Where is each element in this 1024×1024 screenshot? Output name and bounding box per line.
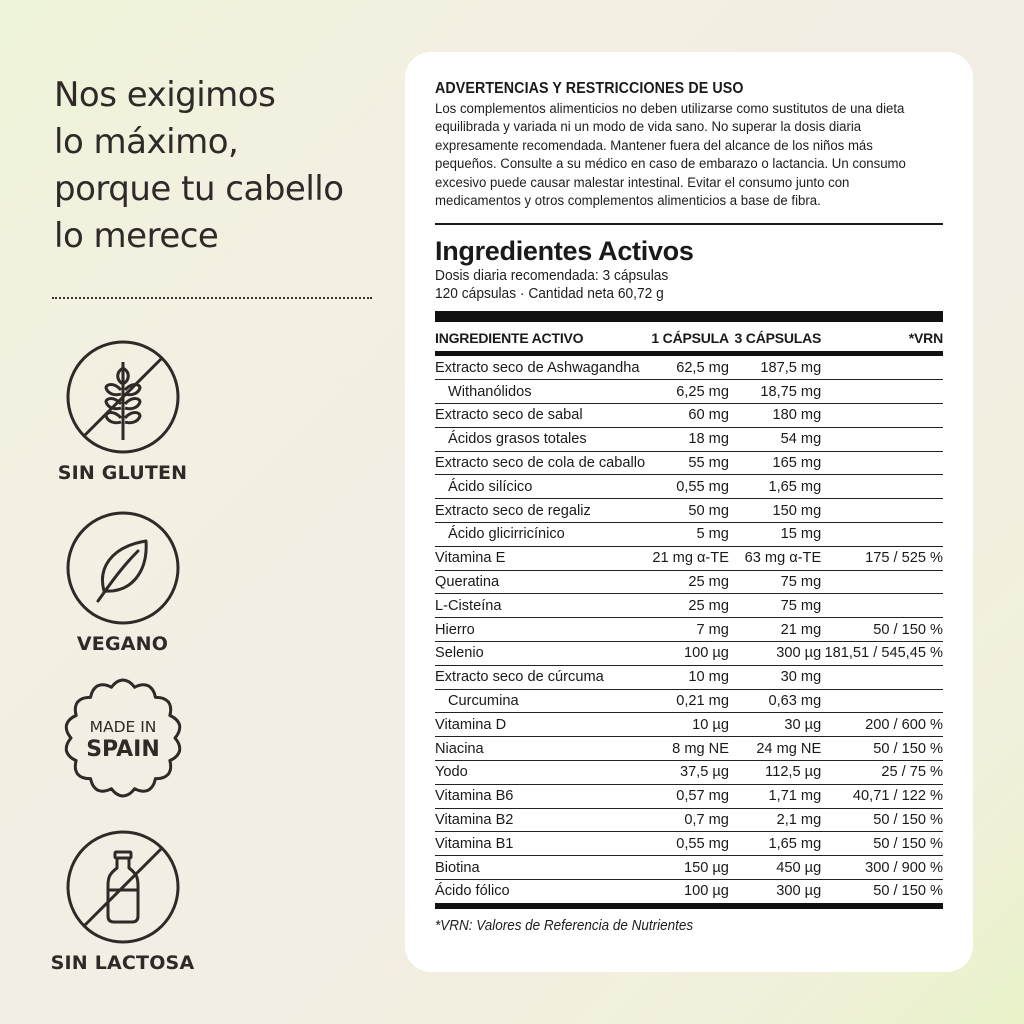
vrn-value: [821, 427, 943, 451]
ingredient-name: Ácido fólico: [435, 879, 645, 905]
vrn-value: 300 / 900 %: [821, 856, 943, 880]
amount-3-capsulas: 30 mg: [729, 665, 821, 689]
headline-line: porque tu cabello: [54, 169, 344, 209]
ingredient-name: Extracto seco de sabal: [435, 404, 645, 428]
vrn-value: [821, 594, 943, 618]
vrn-value: [821, 451, 943, 475]
warnings-title: ADVERTENCIAS Y RESTRICCIONES DE USO: [435, 80, 744, 97]
ingredient-name: Niacina: [435, 737, 645, 761]
amount-3-capsulas: 15 mg: [729, 523, 821, 547]
vrn-value: [821, 354, 943, 380]
amount-3-capsulas: 1,65 mg: [729, 832, 821, 856]
amount-1-capsula: 150 µg: [645, 856, 729, 880]
ingredient-name: Ácido silícico: [435, 475, 645, 499]
table-row: [435, 832, 943, 856]
amount-3-capsulas: 180 mg: [729, 404, 821, 428]
amount-1-capsula: 50 mg: [645, 499, 729, 523]
amount-3-capsulas: 300 µg: [729, 879, 821, 905]
table-row: [435, 713, 943, 737]
amount-1-capsula: 10 µg: [645, 713, 729, 737]
table-row: [435, 737, 943, 761]
ingredient-name: Vitamina E: [435, 546, 645, 570]
ingredient-name: Extracto seco de Ashwagandha: [435, 354, 645, 380]
amount-1-capsula: 0,57 mg: [645, 784, 729, 808]
vrn-value: 50 / 150 %: [821, 737, 943, 761]
milk-bottle-crossed-icon: [64, 828, 182, 946]
ingredient-name: Curcumina: [435, 689, 645, 713]
badge-sin-gluten: [40, 338, 205, 484]
amount-3-capsulas: 2,1 mg: [729, 808, 821, 832]
amount-1-capsula: 62,5 mg: [645, 354, 729, 380]
warnings-line: expresamente recomendada. Mantener fuera del alcance de los niños más: [435, 137, 873, 154]
vrn-value: 50 / 150 %: [821, 808, 943, 832]
ingredient-name: Ácidos grasos totales: [435, 427, 645, 451]
net-quantity-text: 120 cápsulas · Cantidad neta 60,72 g: [435, 286, 664, 303]
ingredients-table: [435, 324, 943, 908]
table-row: [435, 354, 943, 380]
amount-1-capsula: 100 µg: [645, 879, 729, 905]
amount-1-capsula: 60 mg: [645, 404, 729, 428]
warnings-line: equilibrada y variada ni un modo de vida sano. No superar la dosis diaria: [435, 119, 862, 136]
amount-1-capsula: 0,55 mg: [645, 832, 729, 856]
amount-3-capsulas: 0,63 mg: [729, 689, 821, 713]
amount-3-capsulas: 24 mg NE: [729, 737, 821, 761]
amount-1-capsula: 25 mg: [645, 594, 729, 618]
ingredients-title: Ingredientes Activos: [435, 236, 694, 267]
ingredients-table-body: [435, 354, 943, 906]
amount-1-capsula: 7 mg: [645, 618, 729, 642]
table-row: [435, 451, 943, 475]
table-row: [435, 784, 943, 808]
amount-3-capsulas: 75 mg: [729, 594, 821, 618]
table-row: [435, 499, 943, 523]
vrn-value: [821, 689, 943, 713]
badge-made-in-spain: [40, 676, 205, 800]
vrn-value: 50 / 150 %: [821, 832, 943, 856]
thick-rule: [435, 311, 943, 322]
amount-1-capsula: 0,55 mg: [645, 475, 729, 499]
vrn-value: 50 / 150 %: [821, 879, 943, 905]
table-header-row: [435, 324, 943, 354]
ingredient-name: Extracto seco de cúrcuma: [435, 665, 645, 689]
amount-1-capsula: 55 mg: [645, 451, 729, 475]
wheat-crossed-icon: [64, 338, 182, 456]
made-in-spain-seal-icon: [61, 676, 185, 800]
amount-1-capsula: 10 mg: [645, 665, 729, 689]
amount-1-capsula: 100 µg: [645, 642, 729, 666]
badge-sin-lactosa: [40, 828, 205, 974]
ingredient-name: L-Cisteína: [435, 594, 645, 618]
ingredient-name: Extracto seco de regaliz: [435, 499, 645, 523]
vrn-value: [821, 570, 943, 594]
amount-3-capsulas: 1,65 mg: [729, 475, 821, 499]
vrn-value: 40,71 / 122 %: [821, 784, 943, 808]
table-row: [435, 760, 943, 784]
badge-label: VEGANO: [76, 633, 169, 655]
table-row: [435, 642, 943, 666]
table-row: [435, 523, 943, 547]
amount-3-capsulas: 30 µg: [729, 713, 821, 737]
ingredient-name: Vitamina B2: [435, 808, 645, 832]
warnings-line: excesivo puede causar malestar intestinal. Evitar el consumo junto con: [435, 174, 850, 191]
amount-1-capsula: 21 mg α-TE: [645, 546, 729, 570]
ingredient-name: Queratina: [435, 570, 645, 594]
amount-3-capsulas: 112,5 µg: [729, 760, 821, 784]
amount-1-capsula: 0,7 mg: [645, 808, 729, 832]
ingredient-name: Vitamina B6: [435, 784, 645, 808]
amount-1-capsula: 0,21 mg: [645, 689, 729, 713]
headline-line: lo máximo,: [54, 122, 239, 162]
amount-1-capsula: 18 mg: [645, 427, 729, 451]
vrn-value: [821, 475, 943, 499]
warnings-text: [435, 100, 942, 210]
table-row: [435, 618, 943, 642]
table-row: [435, 594, 943, 618]
header-vrn: *VRN: [821, 324, 943, 354]
amount-3-capsulas: 54 mg: [729, 427, 821, 451]
amount-3-capsulas: 75 mg: [729, 570, 821, 594]
ingredient-name: Vitamina D: [435, 713, 645, 737]
table-row: [435, 427, 943, 451]
table-row: [435, 808, 943, 832]
vrn-value: 181,51 / 545,45 %: [821, 642, 943, 666]
amount-3-capsulas: 450 µg: [729, 856, 821, 880]
table-row: [435, 570, 943, 594]
ingredient-name: Biotina: [435, 856, 645, 880]
badge-label: SIN GLUTEN: [57, 462, 188, 484]
leaf-icon: [64, 509, 182, 627]
table-row: [435, 665, 943, 689]
ingredient-name: Yodo: [435, 760, 645, 784]
vrn-value: [821, 380, 943, 404]
vrn-value: [821, 665, 943, 689]
amount-3-capsulas: 18,75 mg: [729, 380, 821, 404]
amount-1-capsula: 25 mg: [645, 570, 729, 594]
divider: [435, 223, 943, 225]
amount-1-capsula: 8 mg NE: [645, 737, 729, 761]
ingredient-name: Ácido glicirricínico: [435, 523, 645, 547]
amount-3-capsulas: 187,5 mg: [729, 354, 821, 380]
warnings-line: pequeños. Consulte a su médico en caso de embarazo o lactancia. Un consumo: [435, 156, 906, 173]
seal-text-top: MADE IN: [89, 718, 156, 736]
amount-1-capsula: 37,5 µg: [645, 760, 729, 784]
vrn-value: [821, 404, 943, 428]
header-1-capsula: 1 CÁPSULA: [645, 324, 729, 354]
headline-line: Nos exigimos: [54, 75, 276, 115]
ingredient-name: Vitamina B1: [435, 832, 645, 856]
ingredient-name: Withanólidos: [435, 380, 645, 404]
vrn-value: [821, 499, 943, 523]
table-row: [435, 879, 943, 905]
amount-1-capsula: 6,25 mg: [645, 380, 729, 404]
vrn-value: 200 / 600 %: [821, 713, 943, 737]
ingredient-name: Hierro: [435, 618, 645, 642]
dose-text: Dosis diaria recomendada: 3 cápsulas: [435, 268, 669, 285]
ingredient-name: Selenio: [435, 642, 645, 666]
supplement-facts-card: [405, 52, 973, 972]
amount-1-capsula: 5 mg: [645, 523, 729, 547]
warnings-line: medicamentos y otros complementos alimenticios a base de fibra.: [435, 193, 821, 210]
table-row: [435, 856, 943, 880]
vrn-value: [821, 523, 943, 547]
headline: [54, 72, 394, 260]
table-row: [435, 380, 943, 404]
header-3-capsulas: 3 CÁPSULAS: [729, 324, 821, 354]
vrn-value: 25 / 75 %: [821, 760, 943, 784]
header-ingredient: INGREDIENTE ACTIVO: [435, 324, 645, 354]
amount-3-capsulas: 21 mg: [729, 618, 821, 642]
badge-label: SIN LACTOSA: [50, 952, 195, 974]
amount-3-capsulas: 63 mg α-TE: [729, 546, 821, 570]
amount-3-capsulas: 150 mg: [729, 499, 821, 523]
vrn-footnote: *VRN: Valores de Referencia de Nutrientes: [435, 917, 694, 934]
vrn-value: 175 / 525 %: [821, 546, 943, 570]
dotted-divider: [52, 297, 372, 299]
warnings-line: Los complementos alimenticios no deben utilizarse como sustitutos de una dieta: [435, 101, 905, 117]
table-row: [435, 546, 943, 570]
amount-3-capsulas: 165 mg: [729, 451, 821, 475]
vrn-value: 50 / 150 %: [821, 618, 943, 642]
ingredient-name: Extracto seco de cola de caballo: [435, 451, 645, 475]
badge-vegano: [40, 509, 205, 655]
seal-text-bottom: SPAIN: [85, 737, 160, 762]
table-row: [435, 689, 943, 713]
headline-line: lo merece: [54, 216, 219, 256]
table-row: [435, 475, 943, 499]
amount-3-capsulas: 300 µg: [729, 642, 821, 666]
table-row: [435, 404, 943, 428]
amount-3-capsulas: 1,71 mg: [729, 784, 821, 808]
